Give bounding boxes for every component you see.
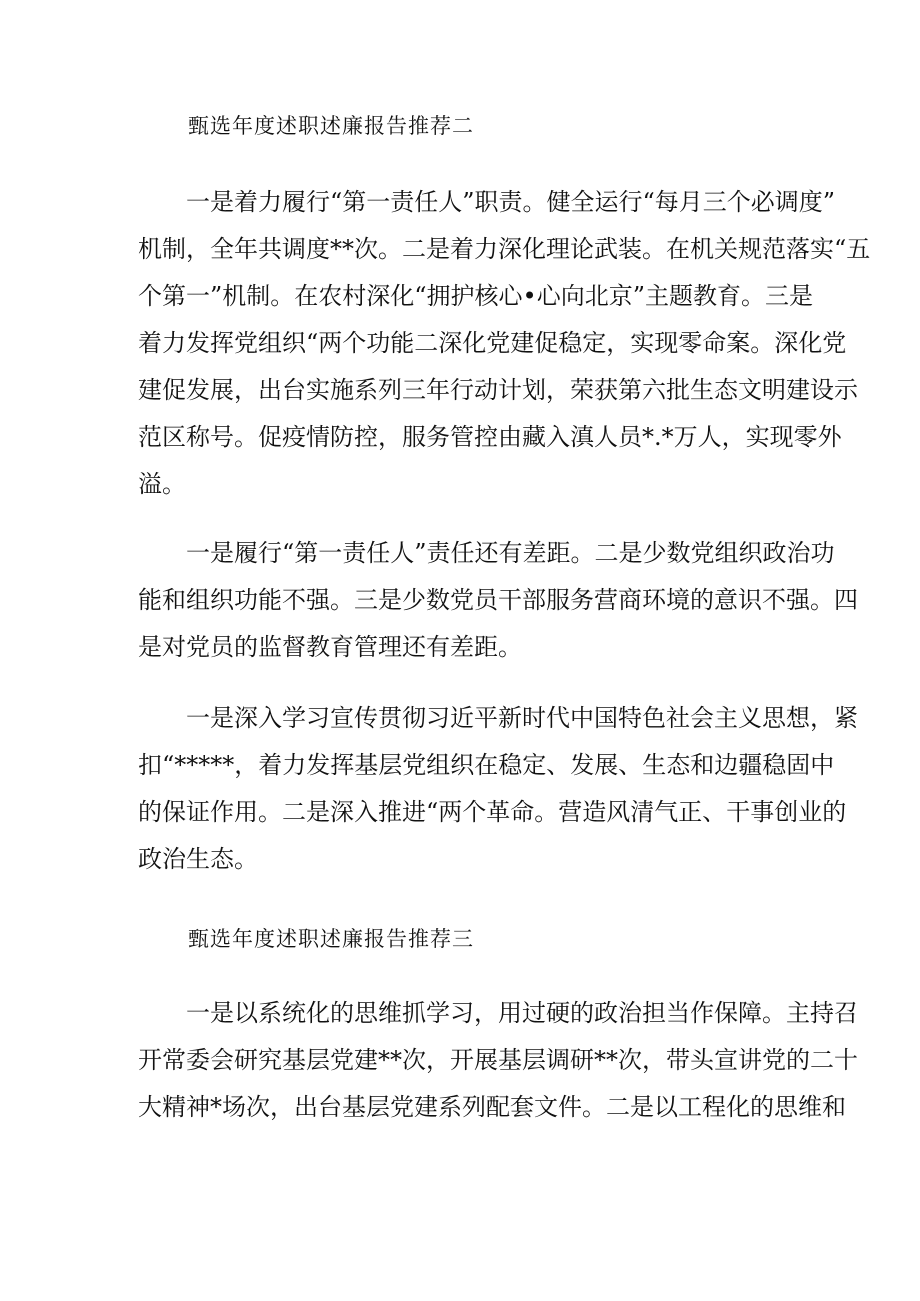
paragraph-shortcomings [138, 530, 858, 671]
text-line: 一是履行“第一责任人”责任还有差距。二是少数党组织政治功 [186, 539, 835, 567]
paragraph-study [138, 990, 858, 1131]
text-line: 能和组织功能不强。三是少数党员干部服务营商环境的意识不强。四 [138, 586, 858, 614]
text-line: 是对党员的监督教育管理还有差距。 [138, 633, 522, 661]
section-heading-recommend-two: 甄选年度述职述廉报告推荐二 [188, 114, 474, 138]
text-line: 个第一”机制。在农村深化“拥护核心•心向北京”主题教育。三是 [138, 282, 813, 310]
text-line: 政治生态。 [138, 845, 258, 873]
text-line: 大精神*场次，出台基层党建系列配套文件。二是以工程化的思维和 [138, 1093, 846, 1121]
text-line: 建促发展，出台实施系列三年行动计划，荣获第六批生态文明建设示 [138, 376, 858, 404]
text-line: 一是深入学习宣传贯彻习近平新时代中国特色社会主义思想，紧 [186, 704, 858, 732]
text-line: 扣“*****，着力发挥基层党组织在稳定、发展、生态和边疆稳固中 [138, 751, 835, 779]
text-line: 一是以系统化的思维抓学习，用过硬的政治担当作保障。主持召 [186, 999, 858, 1027]
text-line: 机制，全年共调度**次。二是着力深化理论武装。在机关规范落实“五 [138, 235, 871, 263]
paragraph-next-steps [138, 695, 858, 883]
text-line: 着力发挥党组织“两个功能二深化党建促稳定，实现零命案。深化党 [138, 329, 847, 357]
text-line: 开常委会研究基层党建**次，开展基层调研**次，带头宣讲党的二十 [138, 1046, 858, 1074]
text-line: 的保证作用。二是深入推进“两个革命。营造风清气正、干事创业的 [138, 798, 847, 826]
text-line: 一是着力履行“第一责任人”职责。健全运行“每月三个必调度” [186, 188, 836, 216]
text-line: 范区称号。促疫情防控，服务管控由藏入滇人员*.*万人，实现零外 [138, 423, 842, 451]
text-line: 溢。 [138, 470, 186, 498]
section-heading-recommend-three: 甄选年度述职述廉报告推荐三 [188, 927, 474, 951]
paragraph-achievements [138, 179, 871, 508]
